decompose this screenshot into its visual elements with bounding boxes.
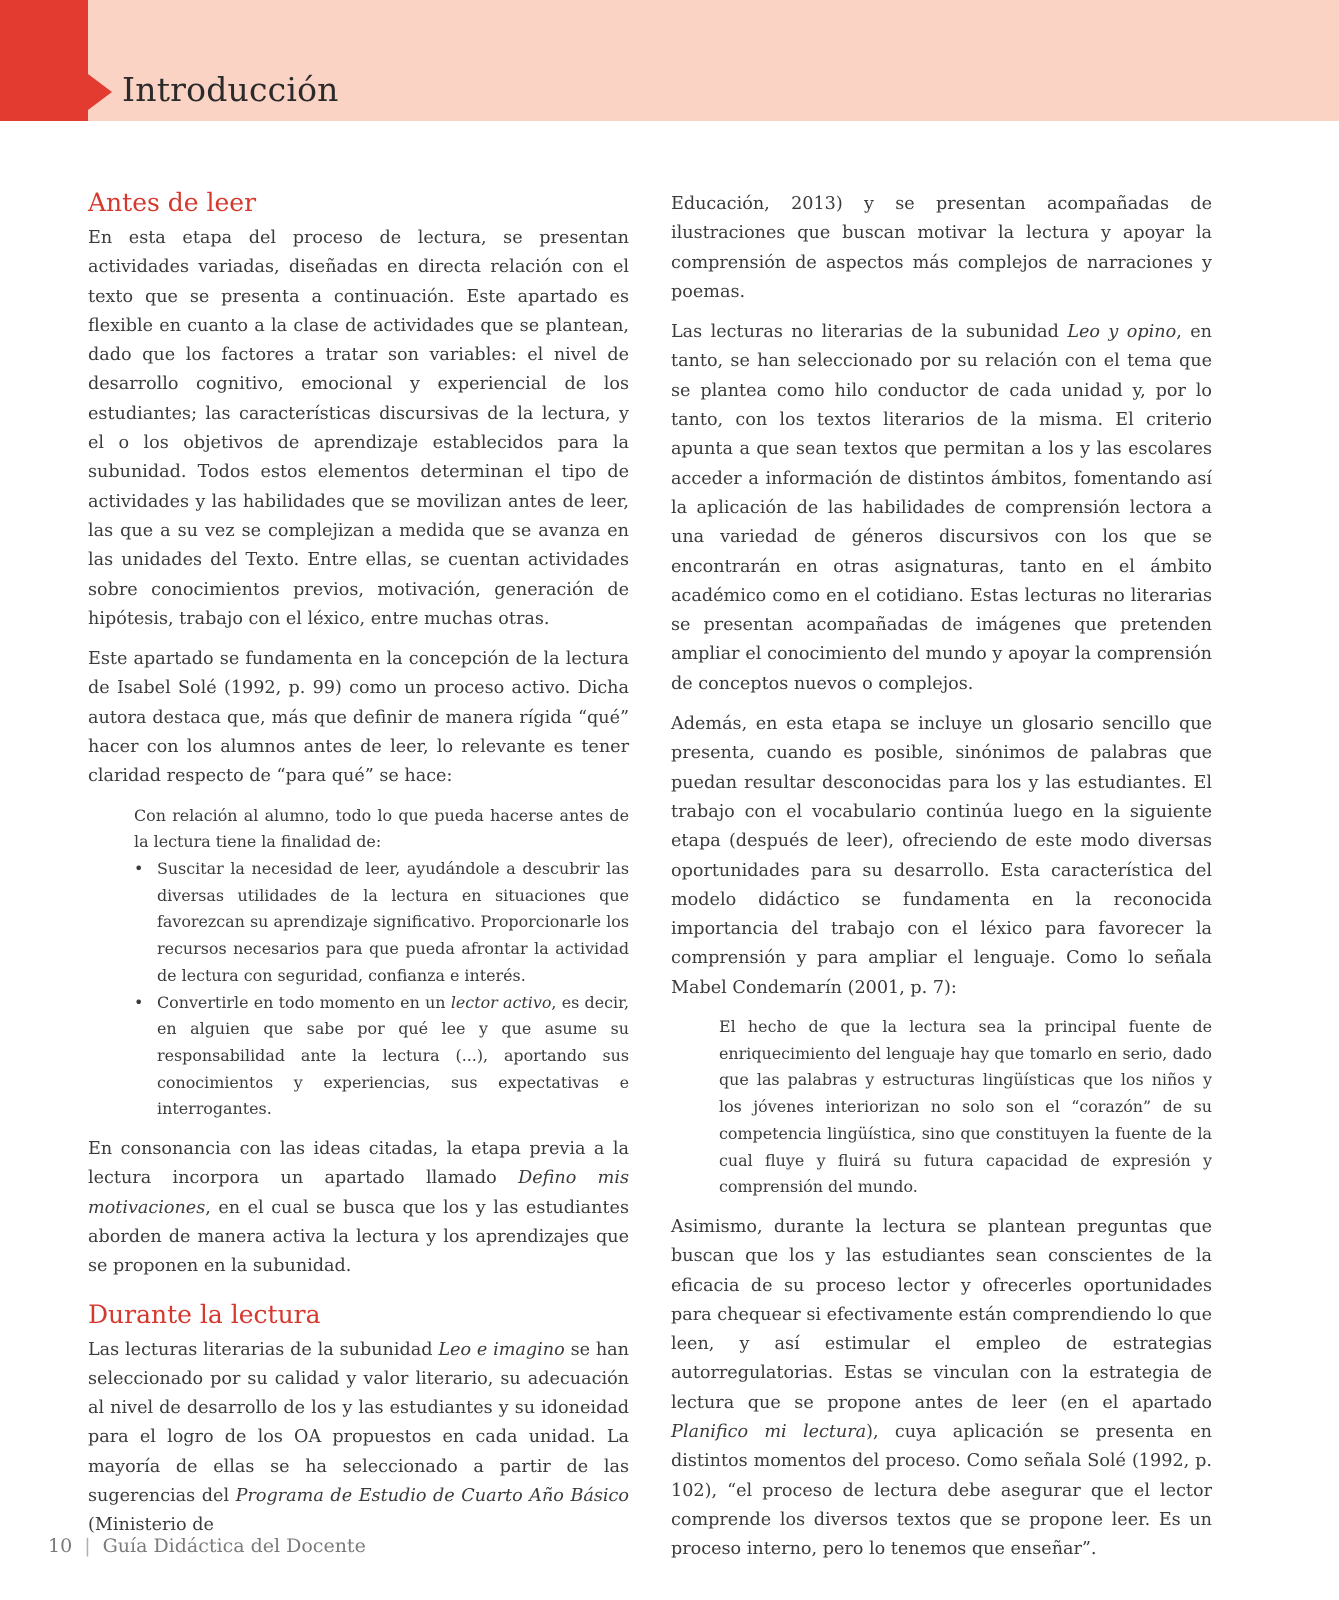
paragraph: En consonancia con las ideas citadas, la etapa previa a la lectura incorpora un apartado llamado Defino mis motivaciones, en el cual se busca que los y las estudiantes aborden de manera activa la lectura y los aprendizajes que se proponen en la subunidad. <box>88 1139 629 1277</box>
block-quote-condemarin <box>719 1014 1212 1201</box>
block-quote-sole <box>134 803 629 1123</box>
section-heading-antes-de-leer: Antes de leer <box>88 188 257 217</box>
section-heading-durante-la-lectura: Durante la lectura <box>88 1299 321 1329</box>
paragraph: Este apartado se fundamenta en la concepción de la lectura de Isabel Solé (1992, p. 99) como un proceso activo. Dicha autora destaca que, más que definir de manera rígida “qué” hacer con los alumnos antes de leer, lo relevante es tener claridad respecto de “para qué” se hace: <box>88 649 629 787</box>
paragraph: En esta etapa del proceso de lectura, se presentan actividades variadas, diseñadas en directa relación con el texto que se presenta a continuación. Este apartado es flexible en cuanto a la clase de actividades que se plantean, dado que los factores a tratar son variables: el nivel de desarrollo cognitivo, emocional y experiencial de los estudiantes; las características discursivas de la lectura, y el o los objetivos de aprendizaje establecidos para la subunidad. Todos estos elementos determinan el tipo de actividades y las habilidades que se movilizan antes de leer, las que a su vez se complejizan a medida que se avanza en las unidades del Texto. Entre ellas, se cuentan actividades sobre conocimientos previos, motivación, generación de hipótesis, trabajo con el léxico, entre muchas otras. <box>88 228 629 629</box>
quote-text: El hecho de que la lectura sea la principal fuente de enriquecimiento del lenguaje hay que tomarlo en serio, dado que las palabras y estructuras lingüísticas que los niños y los jóvenes interiorizan no solo son el “corazón” de su competencia lingüística, sino que constituyen la fuente de la cual fluye y fluirá su futura capacidad de expresión y comprensión del mundo. <box>719 1017 1212 1197</box>
right-column <box>671 190 1212 1576</box>
paragraph: Las lecturas no literarias de la subunidad Leo y opino, en tanto, se han seleccionado por su relación con el tema que se plantea como hilo conductor de cada unidad y, por lo tanto, con los textos literarios de la misma. El criterio apunta a que sean textos que permitan a los y las escolares acceder a información de distintos ámbitos, fomentando así la aplicación de las habilidades de comprensión lectora a una variedad de géneros discursivos con los que se encontrarán en otras asignaturas, tanto en el ámbito académico como en el cotidiano. Estas lecturas no literarias se presentan acompañadas de imágenes que pretenden ampliar el conocimiento del mundo y apoyar la comprensión de conceptos nuevos o complejos. <box>671 322 1212 694</box>
paragraph: Educación, 2013) y se presentan acompañadas de ilustraciones que buscan motivar la lectura y apoyar la comprensión de aspectos más complejos de narraciones y poemas. <box>671 194 1212 302</box>
book-title: Guía Didáctica del Docente <box>102 1535 366 1557</box>
page-footer <box>48 1535 366 1557</box>
footer-separator: | <box>84 1535 91 1557</box>
paragraph: Las lecturas literarias de la subunidad Leo e imagino se han seleccionado por su calidad y valor literario, su adecuación al nivel de desarrollo de los y las estudiantes y su idoneidad para el logro de los OA propuestos en cada unidad. La mayoría de ellas se ha seleccionado a partir de las sugerencias del Programa de Estudio de Cuarto Año Básico (Ministerio de <box>88 1339 629 1536</box>
quote-bullet-item: • Suscitar la necesidad de leer, ayudándole a descubrir las diversas utilidades de la lectura en situaciones que favorezcan su aprendizaje significativo. Proporcionarle los recursos necesarios para que pueda afrontar la actividad de lectura con seguridad, confianza e interés. <box>134 856 629 990</box>
page-number: 10 <box>48 1535 73 1557</box>
left-column <box>88 186 629 1552</box>
quote-intro: Con relación al alumno, todo lo que pueda hacerse antes de la lectura tiene la finalidad de: <box>134 805 629 852</box>
quote-bullet-item: • Convertirle en todo momento en un lector activo, es decir, en alguien que sabe por qué lee y que asume su responsabilidad ante la lectura (...), aportando sus conocimientos y experiencias, sus expectativas e interrogantes. <box>134 990 629 1124</box>
page-title: Introducción <box>122 70 339 109</box>
quote-bullet-list <box>134 856 629 1123</box>
paragraph: Además, en esta etapa se incluye un glosario sencillo que presenta, cuando es posible, sinónimos de palabras que puedan resultar desconocidas para los y las estudiantes. El trabajo con el vocabulario continúa luego en la siguiente etapa (después de leer), ofreciendo de este modo diversas oportunidades para su desarrollo. Esta característica del modelo didáctico se fundamenta en la reconocida importancia del trabajo con el léxico para favorecer la comprensión y para ampliar el lenguaje. Como lo señala Mabel Condemarín (2001, p. 7): <box>671 714 1212 998</box>
paragraph: Asimismo, durante la lectura se plantean preguntas que buscan que los y las estudiantes sean conscientes de la eficacia de su proceso lector y ofrecerles oportunidades para chequear si efectivamente están comprendiendo lo que leen, y así estimular el empleo de estrategias autorregulatorias. Estas se vinculan con la estrategia de lectura que se propone antes de leer (en el apartado Planifico mi lectura), cuya aplicación se presenta en distintos momentos del proceso. Como señala Solé (1992, p. 102), “el proceso de lectura debe asegurar que el lector comprende los diversos textos que se propone leer. Es un proceso interno, pero lo tenemos que enseñar”. <box>671 1216 1213 1560</box>
